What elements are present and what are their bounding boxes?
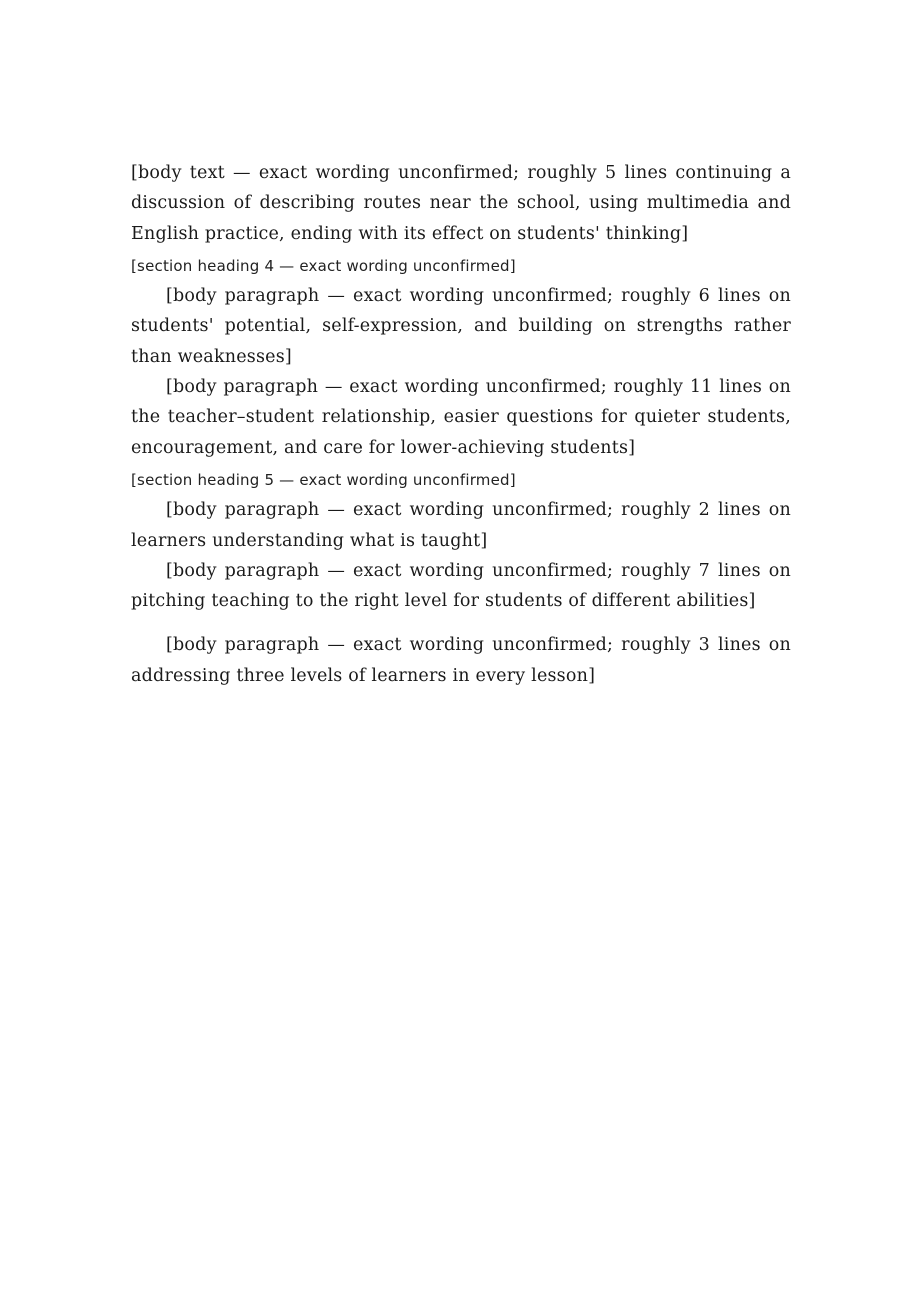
paragraph-5-1: [body paragraph — exact wording unconfirmed; roughly 2 lines on learners understanding what is taught] [131, 500, 791, 551]
paragraph-4-2: [body paragraph — exact wording unconfirmed; roughly 11 lines on the teacher–student relationship, easier questions for quieter students, encouragement, and care for lower-achieving students] [131, 377, 791, 458]
section-heading-5: [section heading 5 — exact wording unconfirmed] [131, 470, 516, 489]
paragraph-intro: [body text — exact wording unconfirmed; roughly 5 lines continuing a discussion of describing routes near the school, using multimedia and English practice, ending with its effect on students' thinking] [131, 163, 791, 244]
document-page [131, 158, 791, 691]
paragraph-5-2: [body paragraph — exact wording unconfirmed; roughly 7 lines on pitching teaching to the right level for students of different abilities] [131, 560, 791, 612]
paragraph-5-3: [body paragraph — exact wording unconfirmed; roughly 3 lines on addressing three levels of learners in every lesson] [131, 635, 791, 686]
paragraph-4-1: [body paragraph — exact wording unconfirmed; roughly 6 lines on students' potential, self-expression, and building on strengths rather than weaknesses] [131, 286, 791, 367]
section-heading-4: [section heading 4 — exact wording unconfirmed] [131, 256, 516, 275]
